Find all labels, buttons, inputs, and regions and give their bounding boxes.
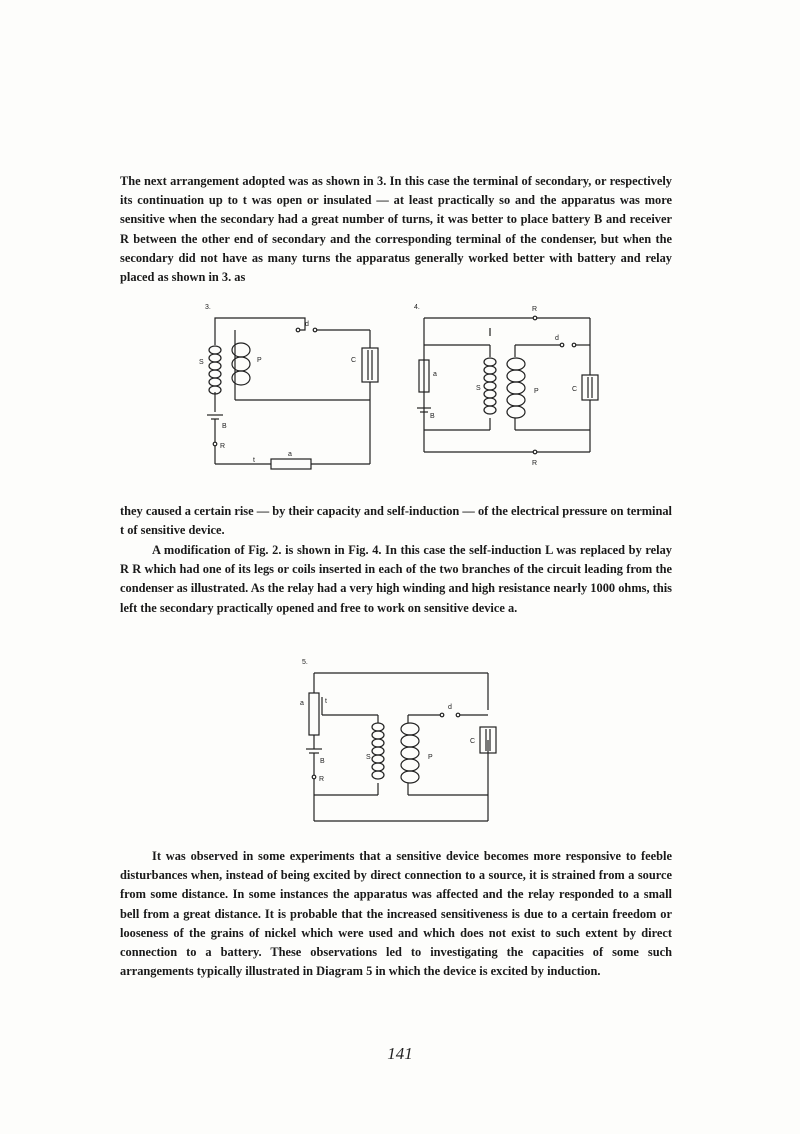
paragraph-observations: It was observed in some experiments that a sensitive device becomes more responsive to feeble disturbances when, instead of being excited by direct connection to a source, it is strained from a source from some distance. In some instances the apparatus was affected and the relay responded to a small bell from a great distance. It is probable that the increased sensitiveness is due to a certain freedom or looseness of the grains of nickel which were used and which does not exist to such extent by direct connection to a battery. These observations led to investigating the capacities of some such arrangements typically illustrated in Diagram 5 in which the device is excited by induction. [120,849,672,979]
figure-5-label-p: P [428,754,433,761]
paragraph-rise: they caused a certain rise — by their capacity and self-induction — of the electrical pressure on terminal t of sensitive device. [120,504,672,538]
figure-4-svg [410,300,610,478]
figure-3-label-p: P [257,357,262,364]
figure-3-number: 3. [205,304,211,311]
figure-3-label-d: d [305,321,309,328]
figure-3-label-a: a [288,451,292,458]
figure-3-svg [195,300,385,478]
figure-3-label-c: C [351,357,357,364]
figure-4-primary-coil [507,358,525,418]
figure-4-label-b: B [430,413,435,420]
figure-5-label-t: t [325,698,327,705]
figure-5-svg [290,655,500,830]
figure-5-label-b: B [320,758,325,765]
figure-3-secondary-coil [209,346,221,394]
figure-4-circuit [410,300,610,478]
figure-3-wiring [207,318,378,469]
figure-5-label-r: R [319,776,325,783]
figure-4-label-p: P [534,388,539,395]
figure-3-circuit [195,300,385,478]
figure-3-label-r: R [220,443,226,450]
figure-3-label-s: S [199,359,204,366]
figure-4-label-d: d [555,335,559,342]
figure-4-secondary-coil [484,358,496,414]
figure-4-label-a: a [433,371,437,378]
paragraph-arrangement-3: The next arrangement adopted was as shown in 3. In this case the terminal of secondary, or respectively its continuation up to t was open or insulated — at least practically so and the apparatus was more sensitive when the secondary had a great number of turns, it was better to place battery B and receiver R between the other end of secondary and the corresponding terminal of the condenser, but when the secondary did not have as many turns the apparatus generally worked better with battery and relay placed as shown in 3. as [120,174,672,285]
paragraph-modification: A modification of Fig. 2. is shown in Fig. 4. In this case the self-induction L was replaced by relay R R which had one of its legs or coils inserted in each of the two branches of the circuit leading from the condenser as illustrated. As the relay had a very high winding and high resistance nearly 1000 ohms, this left the secondary practically opened and free to work on sensitive device a. [120,543,672,615]
figure-4-label-s: S [476,385,481,392]
figure-4-label-r-top: R [532,306,538,313]
figure-5-wiring [306,673,496,821]
figure-5-number: 5. [302,659,308,666]
figure-5-secondary-coil [372,723,384,779]
figure-4-label-r-bottom: R [532,460,538,467]
figure-5-circuit [290,655,500,830]
figure-3-label-t: t [253,457,255,464]
figure-4-number: 4. [414,304,420,311]
figure-5-primary-coil [401,723,419,783]
figure-5-label-a: a [300,700,304,707]
figure-3-label-b: B [222,423,227,430]
figure-5-label-c: C [470,738,476,745]
page-number: 141 [387,1044,413,1063]
figure-4-label-c: C [572,386,578,393]
figure-5-label-s: S [366,754,371,761]
figure-5-label-d: d [448,704,452,711]
